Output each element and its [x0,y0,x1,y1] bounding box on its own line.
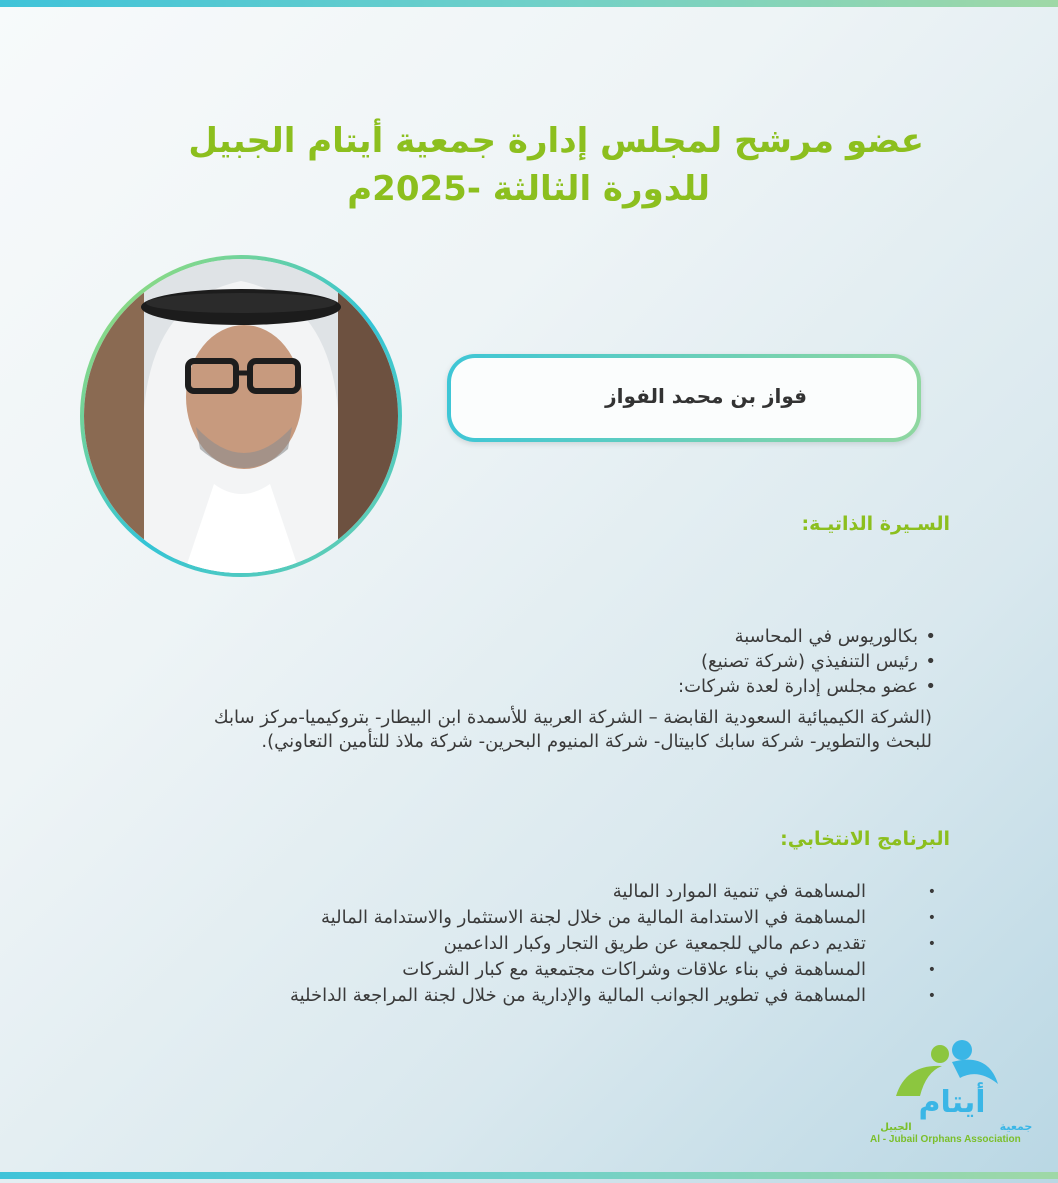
list-item: • عضو مجلس إدارة لعدة شركات: [96,674,936,699]
logo-suffix-ar: الجبيل [880,1122,912,1133]
logo-name-ar: أيتام [918,1085,986,1120]
logo-prefix-ar: جمعية [999,1120,1033,1133]
program-heading: البرنامج الانتخابي: [780,828,950,850]
bio-heading: السـيرة الذاتيـة: [801,513,950,535]
list-item: • تقديم دعم مالي للجمعية عن طريق التجار وكبار الداعمين [96,931,936,957]
logo-name-en: Al - Jubail Orphans Association [870,1134,1021,1145]
title-line-2: للدورة الثالثة -2025م [347,169,710,209]
program-list [96,879,936,1009]
list-item: • المساهمة في بناء علاقات وشراكات مجتمعية مع كبار الشركات [96,957,936,983]
list-item: • المساهمة في تنمية الموارد المالية [96,879,936,905]
list-item: • رئيس التنفيذي (شركة تصنيع) [96,649,936,674]
bio-list [96,624,936,699]
list-item: • المساهمة في الاستدامة المالية من خلال لجنة الاستثمار والاستدامة المالية [96,905,936,931]
top-accent-stripe [0,0,1058,7]
title-line-1: عضو مرشح لمجلس إدارة جمعية أيتام الجبيل [188,121,924,161]
candidate-photo [84,259,398,573]
list-item: • بكالوريوس في المحاسبة [96,624,936,649]
candidate-name-box [447,354,921,442]
association-logo [866,1038,1038,1156]
bottom-accent-stripe [0,1172,1058,1179]
list-item: • المساهمة في تطوير الجوانب المالية والإدارية من خلال لجنة المراجعة الداخلية [96,983,936,1009]
bio-companies-detail: (الشركة الكيميائية السعودية القابضة – الشركة العربية للأسمدة ابن البيطار- بتروكيميا-مركز سابك للبحث والتطوير- شركة سابك كابيتال- شركة المنيوم البحرين- شركة ملاذ للتأمين التعاوني). [213,707,932,752]
page-title [104,117,924,213]
logo-mark-icon [866,1038,1038,1134]
candidate-name: فواز بن محمد الفواز [605,384,807,408]
candidate-photo-frame [80,255,402,577]
